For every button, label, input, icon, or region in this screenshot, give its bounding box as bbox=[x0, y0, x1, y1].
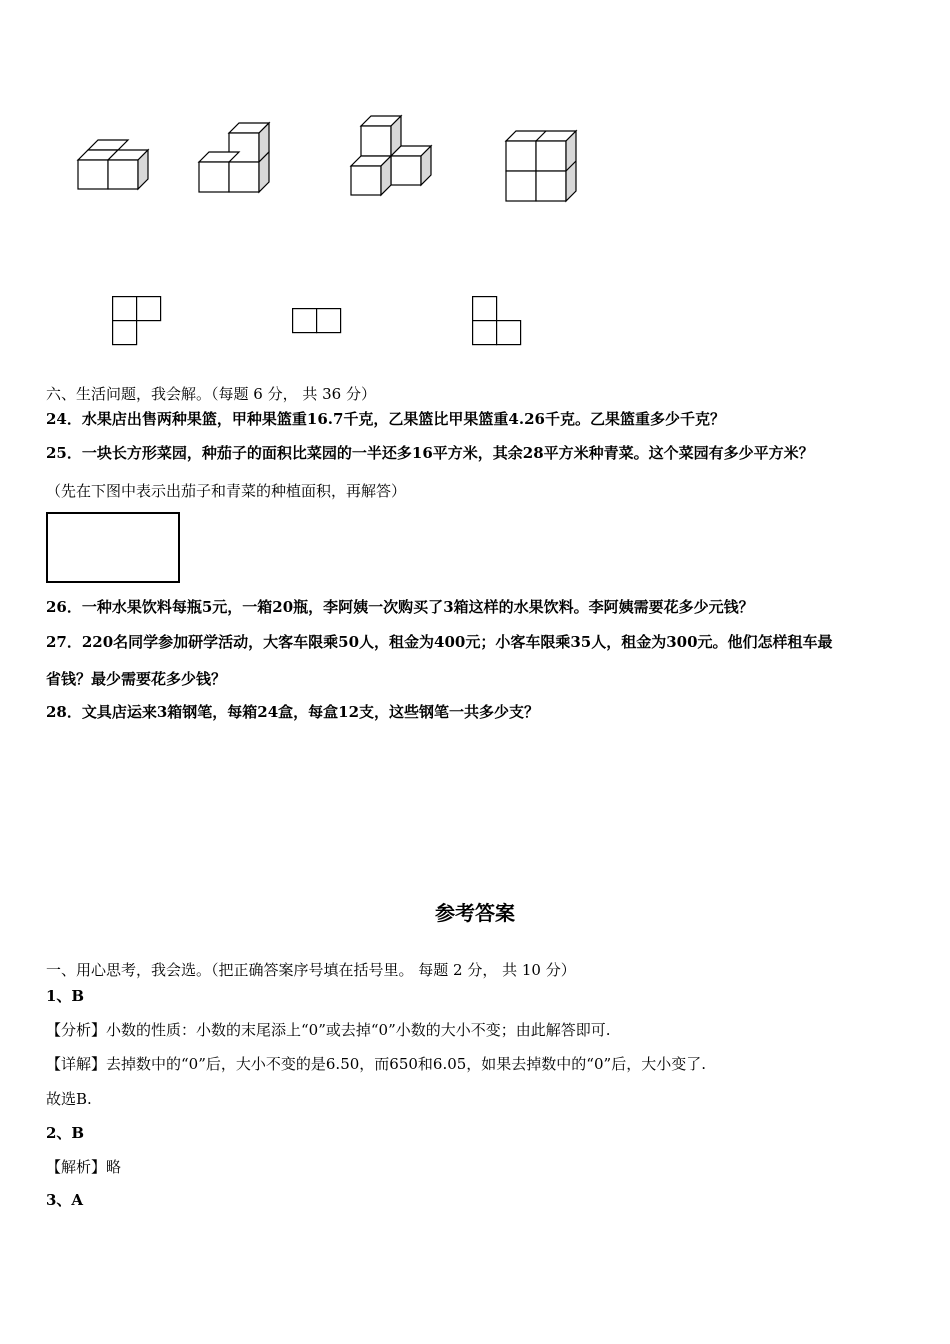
answers-section1-heading: 一、用心思考，我会选。（把正确答案序号填在括号里。 每题 2 分， 共 10 分） bbox=[46, 961, 576, 979]
question-25-note: （先在下图中表示出茄子和青菜的种植面积，再解答） bbox=[46, 482, 407, 500]
view-grid-2 bbox=[292, 308, 342, 334]
question-26: 26．一种水果饮料每瓶5元，一箱20瓶，李阿姨一次购买了3箱这样的水果饮料。李阿姨需要花多少元钱？ bbox=[46, 598, 754, 616]
section6-heading: 六、生活问题，我会解。（每题 6 分， 共 36 分） bbox=[46, 385, 376, 403]
answers-title: 参考答案 bbox=[435, 901, 515, 925]
question-24: 24．水果店出售两种果篮，甲种果篮重16.7千克，乙果篮比甲果篮重4.26千克。乙果篮重多少千克？ bbox=[46, 410, 725, 428]
question-28: 28．文具店运来3箱钢笔，每箱24盒，每盒12支，这些钢笔一共多少支？ bbox=[46, 703, 540, 721]
question-27-line2: 省钱？最少需要花多少钱？ bbox=[46, 670, 227, 688]
cube-figure-1-drawing bbox=[78, 140, 148, 189]
answer-1-detail: 【详解】去掉数中的“0”后，大小不变的是6.50，而650和6.05，如果去掉数中的“0”后，大小变了. bbox=[46, 1055, 706, 1073]
answer-1-choice: 故选B. bbox=[46, 1090, 92, 1108]
answer-2-analysis: 【解析】略 bbox=[46, 1158, 122, 1176]
question-25: 25．一块长方形菜园，种茄子的面积比菜园的一半还多16平方米，其余28平方米种青菜。这个菜园有多少平方米？ bbox=[46, 444, 814, 462]
cube-figure-2-drawing bbox=[199, 123, 269, 192]
garden-rectangle bbox=[46, 512, 180, 583]
question-27-line1: 27．220名同学参加研学活动，大客车限乘50人，租金为400元；小客车限乘35人，租金为300元。他们怎样租车最 bbox=[46, 633, 833, 651]
answer-1: 1、B bbox=[46, 987, 85, 1005]
cube-figure-4-drawing bbox=[506, 131, 576, 201]
answer-3: 3、A bbox=[46, 1191, 84, 1209]
view-grid-3 bbox=[472, 296, 522, 346]
cube-figure-3-drawing bbox=[351, 116, 431, 195]
answer-2: 2、B bbox=[46, 1124, 85, 1142]
answer-1-analysis: 【分析】小数的性质：小数的末尾添上“0”或去掉“0”小数的大小不变；由此解答即可. bbox=[46, 1021, 611, 1039]
view-grid-1 bbox=[112, 296, 162, 346]
